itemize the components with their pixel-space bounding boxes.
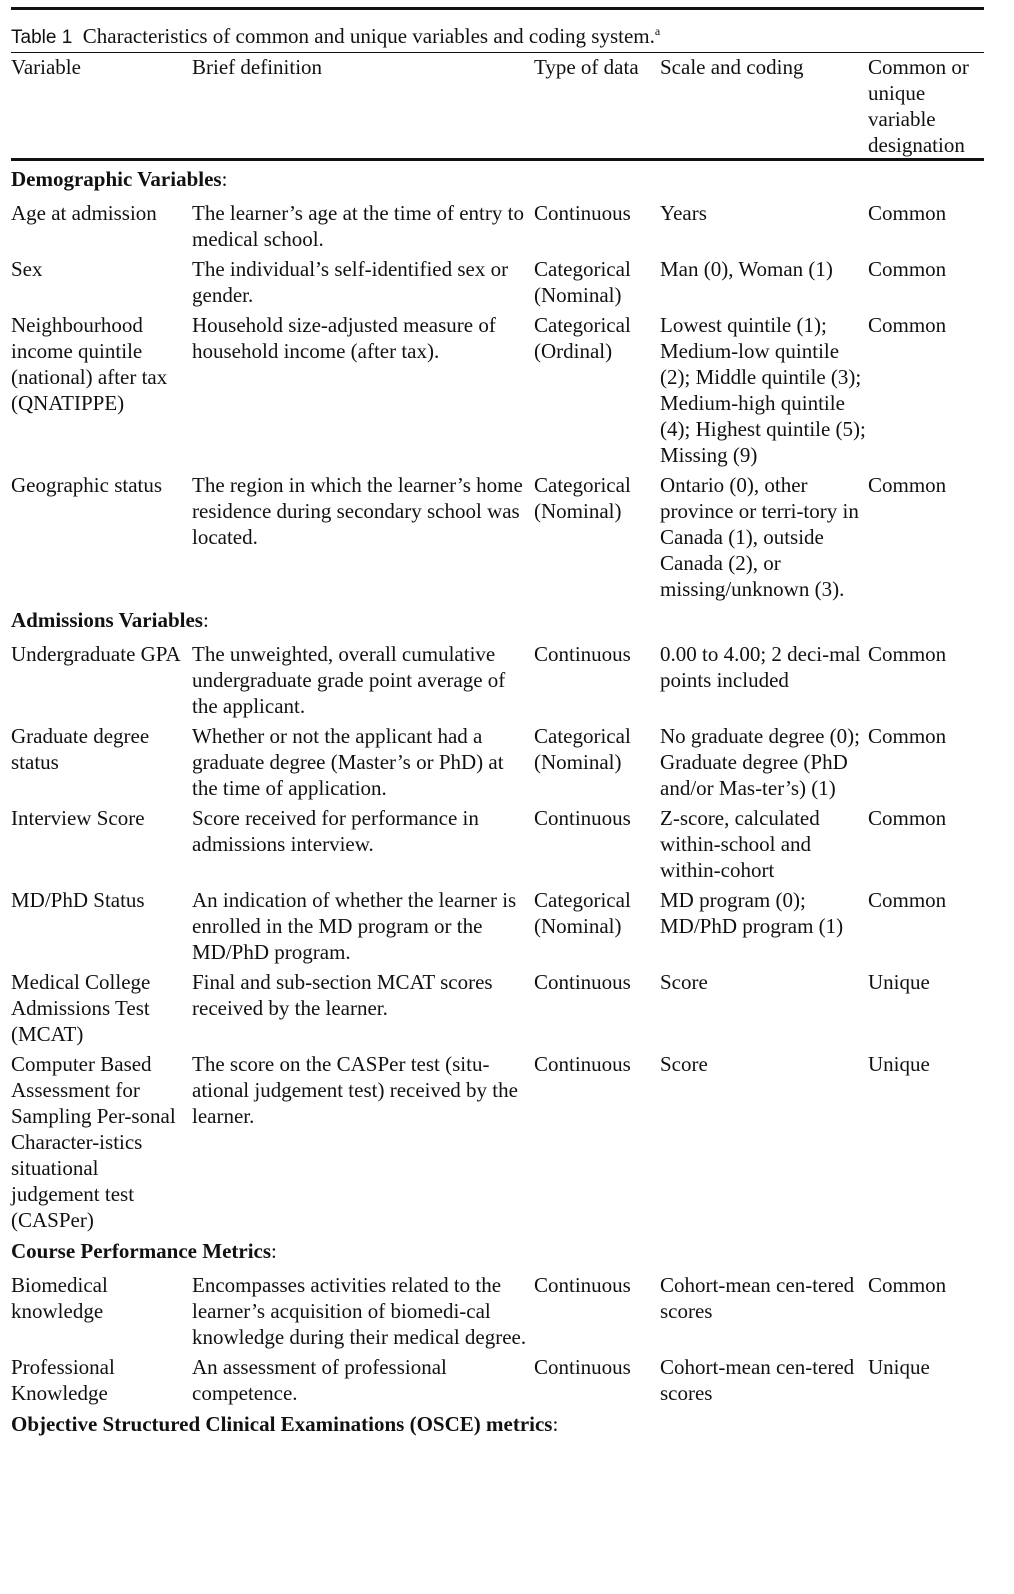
cell-designation: Common: [868, 1273, 947, 1297]
header-designation: Common or unique variable designation: [868, 55, 969, 157]
cell-definition: Score received for performance in admissions interview.: [192, 806, 479, 856]
cell-scale: 0.00 to 4.00; 2 deci-mal points included: [660, 642, 861, 692]
header-brief-definition: Brief definition: [192, 55, 323, 79]
cell-definition: The score on the CASPer test (situ-ational judgement test) received by the learner.: [192, 1052, 518, 1128]
section-heading-demographic: Demographic Variables:: [11, 167, 228, 191]
cell-variable: Undergraduate GPA: [11, 642, 181, 666]
cell-variable: Professional Knowledge: [11, 1355, 115, 1405]
cell-type: Categorical (Ordinal): [534, 313, 631, 363]
cell-designation: Unique: [868, 1355, 930, 1379]
table-header-row: [11, 53, 984, 158]
cell-definition: Final and sub-section MCAT scores received by the learner.: [192, 970, 493, 1020]
table-row: [11, 637, 984, 719]
cell-scale: Ontario (0), other province or terri-tory in Canada (1), outside Canada (2), or missing/unknown (3).: [660, 473, 859, 601]
cell-variable: Age at admission: [11, 201, 157, 225]
cell-designation: Unique: [868, 970, 930, 994]
cell-designation: Common: [868, 313, 947, 337]
section-heading-osce: Objective Structured Clinical Examinations (OSCE) metrics:: [11, 1412, 559, 1436]
cell-variable: Computer Based Assessment for Sampling Per-sonal Character-istics situational judgement test (CASPer): [11, 1052, 176, 1232]
cell-designation: Common: [868, 724, 947, 748]
cell-designation: Common: [868, 473, 947, 497]
cell-definition: The learner’s age at the time of entry to medical school.: [192, 201, 524, 251]
cell-designation: Common: [868, 806, 947, 830]
cell-designation: Unique: [868, 1052, 930, 1076]
table-row: [11, 1350, 984, 1406]
table-row: [11, 196, 984, 252]
cell-type: Continuous: [534, 970, 631, 994]
section-heading-admissions: Admissions Variables:: [11, 608, 209, 632]
table-top-rule: [11, 7, 984, 10]
cell-type: Continuous: [534, 1052, 631, 1076]
cell-variable: Sex: [11, 257, 43, 281]
header-variable: Variable: [11, 55, 81, 79]
cell-variable: Geographic status: [11, 473, 163, 497]
table-caption-label: Table 1: [11, 27, 73, 48]
cell-definition: Household size-adjusted measure of household income (after tax).: [192, 313, 496, 363]
cell-variable: Interview Score: [11, 806, 145, 830]
cell-definition: Whether or not the applicant had a graduate degree (Master’s or PhD) at the time of application.: [192, 724, 504, 800]
cell-variable: Graduate degree status: [11, 724, 150, 774]
cell-type: Continuous: [534, 806, 631, 830]
cell-type: Continuous: [534, 201, 631, 225]
cell-scale: Cohort-mean cen-tered scores: [660, 1273, 855, 1323]
header-type-of-data: Type of data: [534, 55, 639, 79]
cell-variable: Biomedical knowledge: [11, 1273, 108, 1323]
cell-type: Categorical (Nominal): [534, 888, 631, 938]
cell-type: Continuous: [534, 1273, 631, 1297]
cell-variable: MD/PhD Status: [11, 888, 145, 912]
table-caption-text: Characteristics of common and unique variables and coding system.: [82, 24, 655, 48]
header-scale-and-coding: Scale and coding: [660, 55, 804, 79]
section-heading-course-performance: Course Performance Metrics:: [11, 1239, 277, 1263]
cell-scale: Z-score, calculated within-school and within-cohort: [660, 806, 820, 882]
table-row: [11, 883, 984, 965]
section-title: Course Performance Metrics: [11, 1239, 272, 1263]
cell-type: Categorical (Nominal): [534, 724, 631, 774]
cell-scale: Lowest quintile (1); Medium-low quintile (2); Middle quintile (3); Medium-high quintile (4); Highest quintile (5); Missing (9): [660, 313, 866, 467]
cell-definition: The unweighted, overall cumulative undergraduate grade point average of the applicant.: [192, 642, 506, 718]
cell-scale: Score: [660, 1052, 708, 1076]
cell-definition: The region in which the learner’s home residence during secondary school was located.: [192, 473, 523, 549]
table-row: [11, 1047, 984, 1233]
section-title: Admissions Variables: [11, 608, 203, 632]
cell-definition: An indication of whether the learner is enrolled in the MD program or the MD/PhD program.: [192, 888, 517, 964]
table-row: [11, 801, 984, 883]
cell-designation: Common: [868, 888, 947, 912]
table-caption-footnote-marker: a: [654, 24, 661, 38]
cell-designation: Common: [868, 201, 947, 225]
cell-scale: MD program (0); MD/PhD program (1): [660, 888, 844, 938]
cell-scale: Man (0), Woman (1): [660, 257, 833, 281]
table-caption: [11, 22, 984, 52]
table-row: [11, 1268, 984, 1350]
cell-definition: An assessment of professional competence.: [192, 1355, 447, 1405]
cell-variable: Neighbourhood income quintile (national) after tax (QNATIPPE): [11, 313, 168, 415]
cell-scale: Score: [660, 970, 708, 994]
cell-scale: No graduate degree (0); Graduate degree (PhD and/or Mas-ter’s) (1): [660, 724, 860, 800]
cell-scale: Cohort-mean cen-tered scores: [660, 1355, 855, 1405]
table-row: [11, 252, 984, 308]
cell-definition: The individual’s self-identified sex or gender.: [192, 257, 509, 307]
cell-type: Categorical (Nominal): [534, 257, 631, 307]
cell-type: Categorical (Nominal): [534, 473, 631, 523]
cell-scale: Years: [660, 201, 707, 225]
cell-type: Continuous: [534, 1355, 631, 1379]
cell-designation: Common: [868, 642, 947, 666]
cell-type: Continuous: [534, 642, 631, 666]
cell-variable: Medical College Admissions Test (MCAT): [11, 970, 151, 1046]
section-title: Demographic Variables: [11, 167, 222, 191]
table-row: [11, 719, 984, 801]
table-figure: [11, 7, 984, 1441]
table-row: [11, 468, 984, 602]
section-title: Objective Structured Clinical Examinations (OSCE) metrics: [11, 1412, 553, 1436]
cell-designation: Common: [868, 257, 947, 281]
cell-definition: Encompasses activities related to the learner’s acquisition of biomedi-cal knowledge during their medical degree.: [192, 1273, 527, 1349]
table-row: [11, 965, 984, 1047]
table-row: [11, 308, 984, 468]
